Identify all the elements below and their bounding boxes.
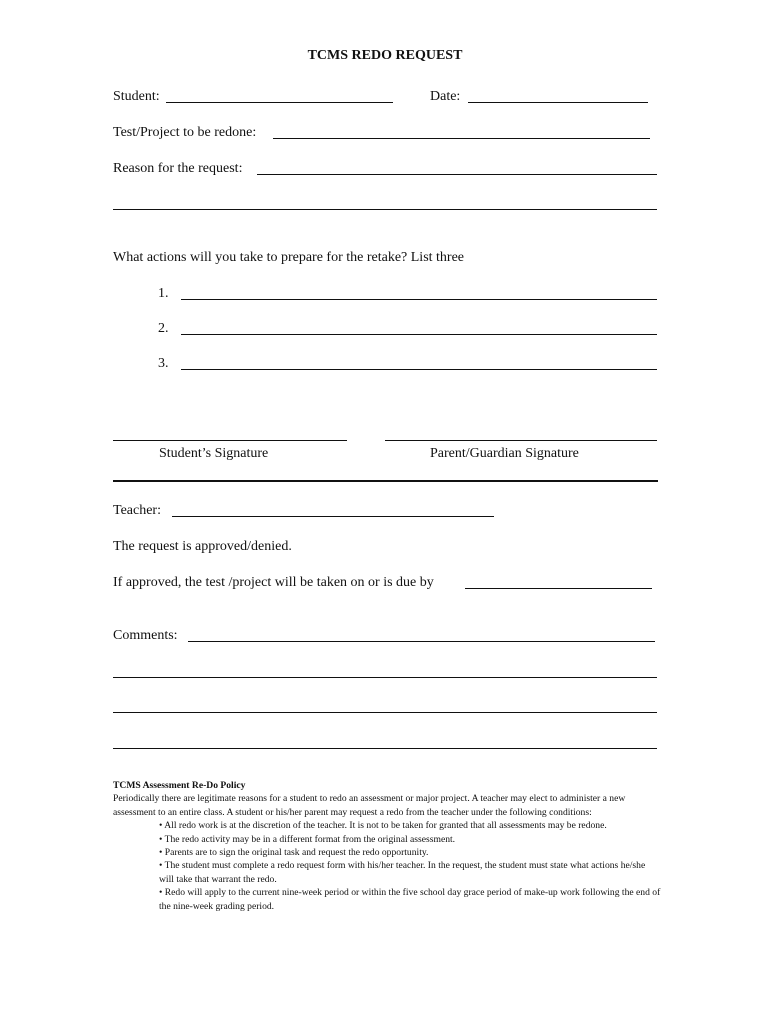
date-field[interactable]	[468, 102, 648, 103]
student-signature-label: Student’s Signature	[159, 446, 269, 461]
teacher-label: Teacher:	[113, 503, 161, 518]
policy-conditions	[113, 819, 661, 913]
policy-section	[113, 779, 661, 913]
student-label: Student:	[113, 89, 160, 104]
reason-label: Reason for the request:	[113, 161, 243, 176]
policy-condition: • The student must complete a redo request form with his/her teacher. In the request, the student must state what actions he/she will take that warrant the redo.	[159, 860, 646, 885]
test-project-field[interactable]	[273, 138, 650, 139]
action-number-1: 1.	[158, 286, 169, 301]
teacher-field[interactable]	[172, 516, 494, 517]
section-divider	[113, 480, 658, 482]
policy-condition: • The redo activity may be in a different format from the original assessment.	[159, 833, 456, 845]
student-signature-field[interactable]	[113, 440, 347, 441]
date-label: Date:	[430, 89, 461, 104]
parent-signature-label: Parent/Guardian Signature	[430, 446, 579, 461]
action-number-2: 2.	[158, 321, 169, 336]
due-text: If approved, the test /project will be taken on or is due by	[113, 575, 434, 590]
page-title: TCMS REDO REQUEST	[307, 48, 463, 63]
comments-field-line-3[interactable]	[113, 712, 657, 713]
actions-question: What actions will you take to prepare for the retake? List three	[113, 250, 465, 265]
comments-label: Comments:	[113, 628, 178, 643]
policy-intro: Periodically there are legitimate reasons for a student to redo an assessment or major project. A teacher may elect to administer a new assessment to an entire class. A student or his/her parent may request a redo from the teacher under the following conditions:	[113, 793, 626, 818]
action-field-1[interactable]	[181, 299, 657, 300]
comments-field-line-2[interactable]	[113, 677, 657, 678]
policy-condition: • Redo will apply to the current nine-week period or within the five school day grace period of make-up work following the end of the nine-week grading period.	[159, 887, 661, 912]
approval-text: The request is approved/denied.	[113, 539, 292, 554]
test-project-label: Test/Project to be redone:	[113, 125, 257, 140]
policy-condition: • All redo work is at the discretion of the teacher. It is not to be taken for granted that all assessments may be redone.	[159, 820, 607, 832]
policy-condition: • Parents are to sign the original task and request the redo opportunity.	[159, 847, 429, 859]
parent-signature-field[interactable]	[385, 440, 657, 441]
action-number-3: 3.	[158, 356, 169, 371]
due-date-field[interactable]	[465, 588, 652, 589]
action-field-3[interactable]	[181, 369, 657, 370]
reason-field[interactable]	[257, 174, 657, 175]
action-field-2[interactable]	[181, 334, 657, 335]
comments-field-line-4[interactable]	[113, 748, 657, 749]
reason-field-line-2[interactable]	[113, 209, 657, 210]
student-field[interactable]	[166, 102, 393, 103]
comments-field[interactable]	[188, 641, 655, 642]
policy-heading: TCMS Assessment Re-Do Policy	[113, 780, 246, 791]
